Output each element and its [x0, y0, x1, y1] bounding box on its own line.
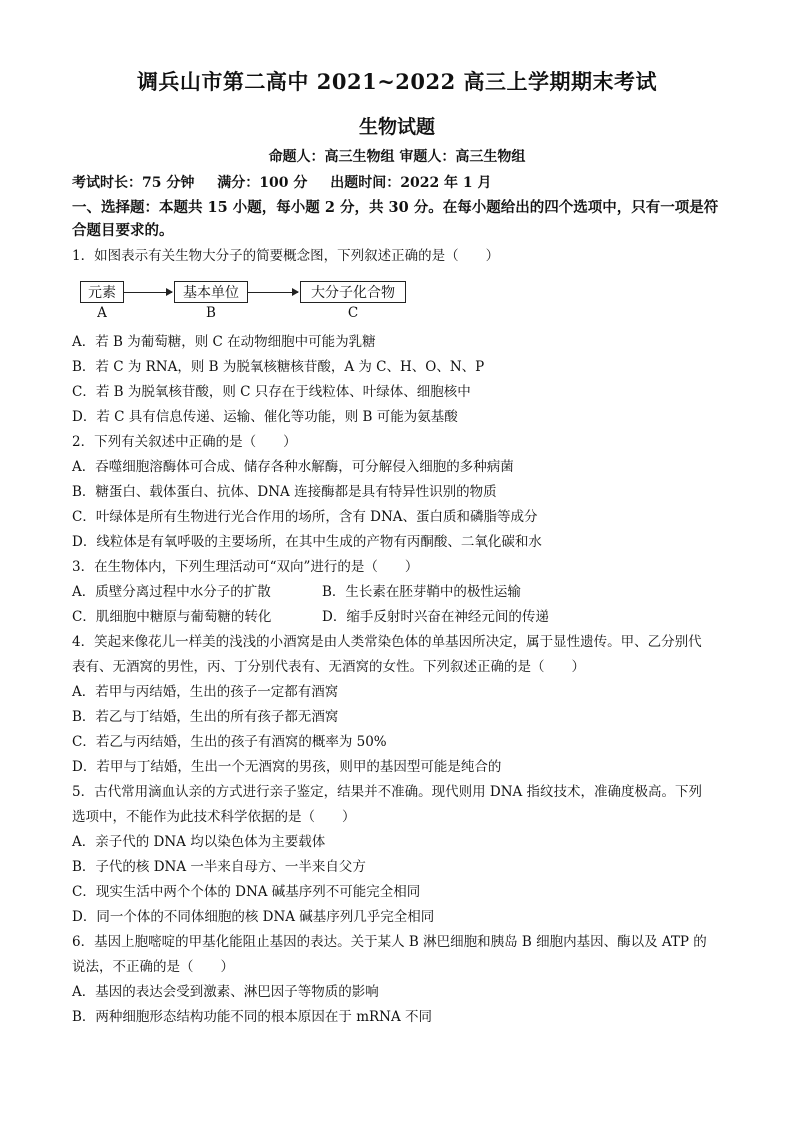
- concept-diagram: [80, 281, 420, 323]
- question-5-option-b: B．子代的核 DNA 一半来自母方、一半来自父方: [72, 859, 366, 875]
- exam-authors: 命题人：高三生物组 审题人：高三生物组: [268, 149, 526, 165]
- question-2-option-c: C．叶绿体是所有生物进行光合作用的场所，含有 DNA、蛋白质和磷脂等成分: [72, 509, 538, 525]
- question-4-stem-line-1: 4．笑起来像花儿一样美的浅浅的小酒窝是由人类常染色体的单基因所决定，属于显性遗传。甲、乙分别代: [72, 634, 702, 650]
- question-2-stem: 2．下列有关叙述中正确的是（ ）: [72, 434, 297, 450]
- diagram-label-c: C: [347, 305, 359, 321]
- exam-meta: [72, 172, 510, 192]
- question-4-stem-line-2: 表有、无酒窝的男性，丙、丁分别代表有、无酒窝的女性。下列叙述正确的是（ ）: [72, 659, 585, 675]
- question-1-stem: 1．如图表示有关生物大分子的简要概念图，下列叙述正确的是（ ）: [72, 248, 500, 264]
- question-3-option-a: A．质壁分离过程中水分子的扩散: [72, 584, 271, 600]
- question-2-option-a: A．吞噬细胞溶酶体可合成、储存各种水解酶，可分解侵入细胞的多种病菌: [72, 459, 514, 475]
- question-4-option-c: C．若乙与丙结婚，生出的孩子有酒窝的概率为 50%: [72, 734, 387, 750]
- question-3-option-b: B．生长素在胚芽鞘中的极性运输: [322, 584, 521, 600]
- exam-date: 出题时间：2022 年 1 月: [330, 175, 492, 191]
- question-2-option-b: B．糖蛋白、载体蛋白、抗体、DNA 连接酶都是具有特异性识别的物质: [72, 484, 497, 500]
- question-6-stem-line-2: 说法，不正确的是（ ）: [72, 959, 234, 975]
- exam-title: 调兵山市第二高中 2021~2022 高三上学期期末考试: [136, 69, 658, 94]
- question-1-option-b: B．若 C 为 RNA，则 B 为脱氧核糖核苷酸，A 为 C、H、O、N、P: [72, 359, 485, 375]
- diagram-arrow-1: [124, 292, 172, 293]
- diagram-box-c: 大分子化合物: [300, 281, 406, 303]
- diagram-arrow-2: [248, 292, 298, 293]
- exam-score: 满分：100 分: [217, 175, 308, 191]
- diagram-label-a: A: [97, 305, 107, 321]
- question-5-option-a: A．亲子代的 DNA 均以染色体为主要载体: [72, 834, 326, 850]
- question-1-option-d: D．若 C 具有信息传递、运输、催化等功能，则 B 可能为氨基酸: [72, 409, 458, 425]
- question-4-option-b: B．若乙与丁结婚，生出的所有孩子都无酒窝: [72, 709, 339, 725]
- question-1-option-c: C．若 B 为脱氧核苷酸，则 C 只存在于线粒体、叶绿体、细胞核中: [72, 384, 471, 400]
- question-6-option-a: A．基因的表达会受到激素、淋巴因子等物质的影响: [72, 984, 379, 1000]
- question-5-option-c: C．现实生活中两个个体的 DNA 碱基序列不可能完全相同: [72, 884, 421, 900]
- exam-subtitle: 生物试题: [358, 116, 435, 138]
- section-heading: 一、选择题：本题共 15 小题，每小题 2 分，共 30 分。在每小题给出的四个选项中，只有一项是符合题目要求的。: [72, 199, 719, 239]
- question-5-stem-line-1: 5．古代常用滴血认亲的方式进行亲子鉴定，结果并不准确。现代则用 DNA 指纹技术，准确度极高。下列: [72, 784, 703, 800]
- question-3-stem: 3．在生物体内，下列生理活动可“双向”进行的是（ ）: [72, 559, 419, 575]
- question-5-option-d: D．同一个体的不同体细胞的核 DNA 碱基序列几乎完全相同: [72, 909, 435, 925]
- diagram-label-b: B: [206, 305, 216, 321]
- diagram-box-a: 元素: [80, 281, 124, 303]
- question-3-option-d: D．缩手反射时兴奋在神经元间的传递: [322, 609, 549, 625]
- question-4-option-d: D．若甲与丁结婚，生出一个无酒窝的男孩，则甲的基因型可能是纯合的: [72, 759, 502, 775]
- question-1-option-a: A．若 B 为葡萄糖，则 C 在动物细胞中可能为乳糖: [72, 334, 376, 350]
- diagram-box-b: 基本单位: [174, 281, 248, 303]
- question-2-option-d: D．线粒体是有氧呼吸的主要场所，在其中生成的产物有丙酮酸、二氧化碳和水: [72, 534, 542, 550]
- exam-duration: 考试时长：75 分钟: [72, 175, 195, 191]
- question-6-option-b: B．两种细胞形态结构功能不同的根本原因在于 mRNA 不同: [72, 1009, 433, 1025]
- question-5-stem-line-2: 选项中，不能作为此技术科学依据的是（ ）: [72, 809, 356, 825]
- question-3-option-c: C．肌细胞中糖原与葡萄糖的转化: [72, 609, 272, 625]
- question-4-option-a: A．若甲与丙结婚，生出的孩子一定都有酒窝: [72, 684, 339, 700]
- question-6-stem-line-1: 6．基因上胞嘧啶的甲基化能阻止基因的表达。关于某人 B 淋巴细胞和胰岛 B 细胞内基因、酶以及 ATP 的: [72, 934, 707, 950]
